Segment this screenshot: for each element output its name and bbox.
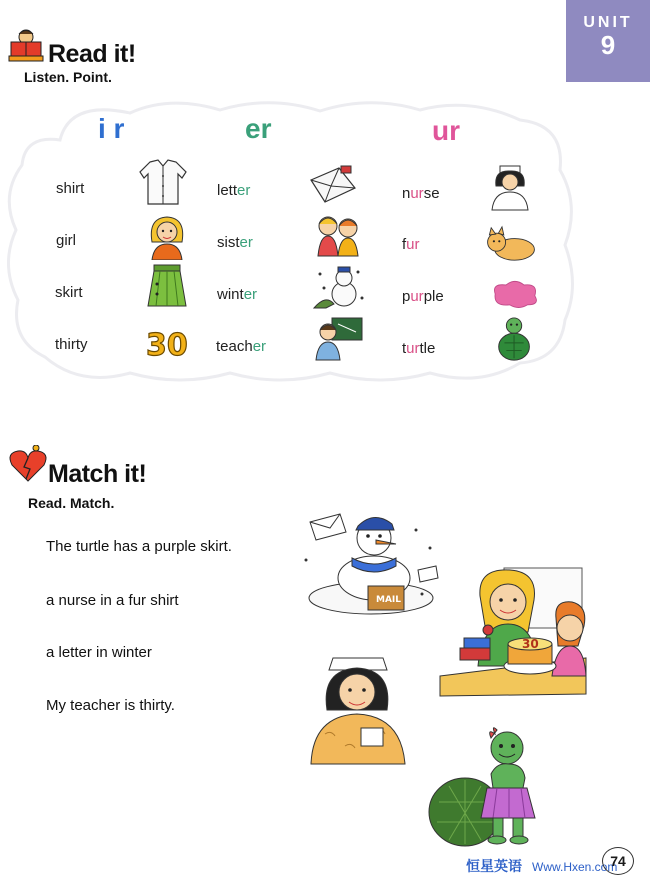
turtle-skirt-picture[interactable] (425, 722, 550, 852)
phonics-header-ir: i r (98, 113, 125, 144)
teacher-birthday-picture[interactable] (438, 566, 588, 701)
heart-icon (8, 445, 48, 485)
word-thirty: thirty (55, 336, 88, 353)
sister-picture (312, 210, 366, 258)
word-teacher: teacher (216, 338, 267, 355)
unit-label: UNIT (583, 14, 633, 31)
fur-picture (484, 220, 538, 268)
phonics-header-ur: ur (432, 115, 460, 146)
sentence-1[interactable]: The turtle has a purple skirt. (46, 538, 232, 555)
nurse-picture (484, 164, 538, 212)
word-shirt: shirt (56, 180, 85, 197)
skirt-picture (140, 262, 194, 310)
word-skirt: skirt (55, 284, 83, 301)
read-it-title: Read it! (48, 40, 136, 68)
word-purple: purple (402, 288, 444, 305)
read-it-subtitle: Listen. Point. (24, 69, 112, 85)
word-winter: winter (217, 286, 258, 303)
mail-bag-label: MAIL (376, 595, 402, 605)
footer-site: 恒星英语 Www.Hxen.com (466, 858, 618, 874)
sentence-4[interactable]: My teacher is thirty. (46, 697, 175, 714)
letter-picture (305, 160, 359, 208)
word-letter: letter (217, 182, 251, 199)
girl-picture (140, 212, 194, 260)
page-number: 74 (602, 847, 634, 875)
unit-tab (566, 0, 650, 82)
word-sister: sister (217, 234, 253, 251)
phonics-header-er: er (245, 113, 272, 144)
word-fur: fur (402, 236, 420, 253)
svg-text:30: 30 (146, 328, 188, 363)
unit-number: 9 (600, 30, 616, 60)
cake-number: 30 (522, 637, 539, 651)
snowman-mail-picture[interactable] (296, 500, 446, 620)
sentence-3[interactable]: a letter in winter (46, 644, 152, 661)
teacher-picture (312, 314, 366, 362)
reading-child-icon (8, 28, 44, 62)
shirt-picture (136, 158, 190, 206)
word-turtle: turtle (402, 340, 436, 357)
nurse-fur-picture[interactable] (305, 650, 415, 765)
match-it-title: Match it! (48, 460, 147, 488)
thirty-picture (142, 318, 196, 366)
purple-picture (488, 270, 542, 318)
match-it-subtitle: Read. Match. (28, 495, 115, 511)
turtle-picture (488, 316, 542, 364)
word-girl: girl (56, 232, 77, 249)
winter-picture (312, 264, 366, 312)
sentence-2[interactable]: a nurse in a fur shirt (46, 592, 179, 609)
word-nurse: nurse (402, 185, 440, 202)
